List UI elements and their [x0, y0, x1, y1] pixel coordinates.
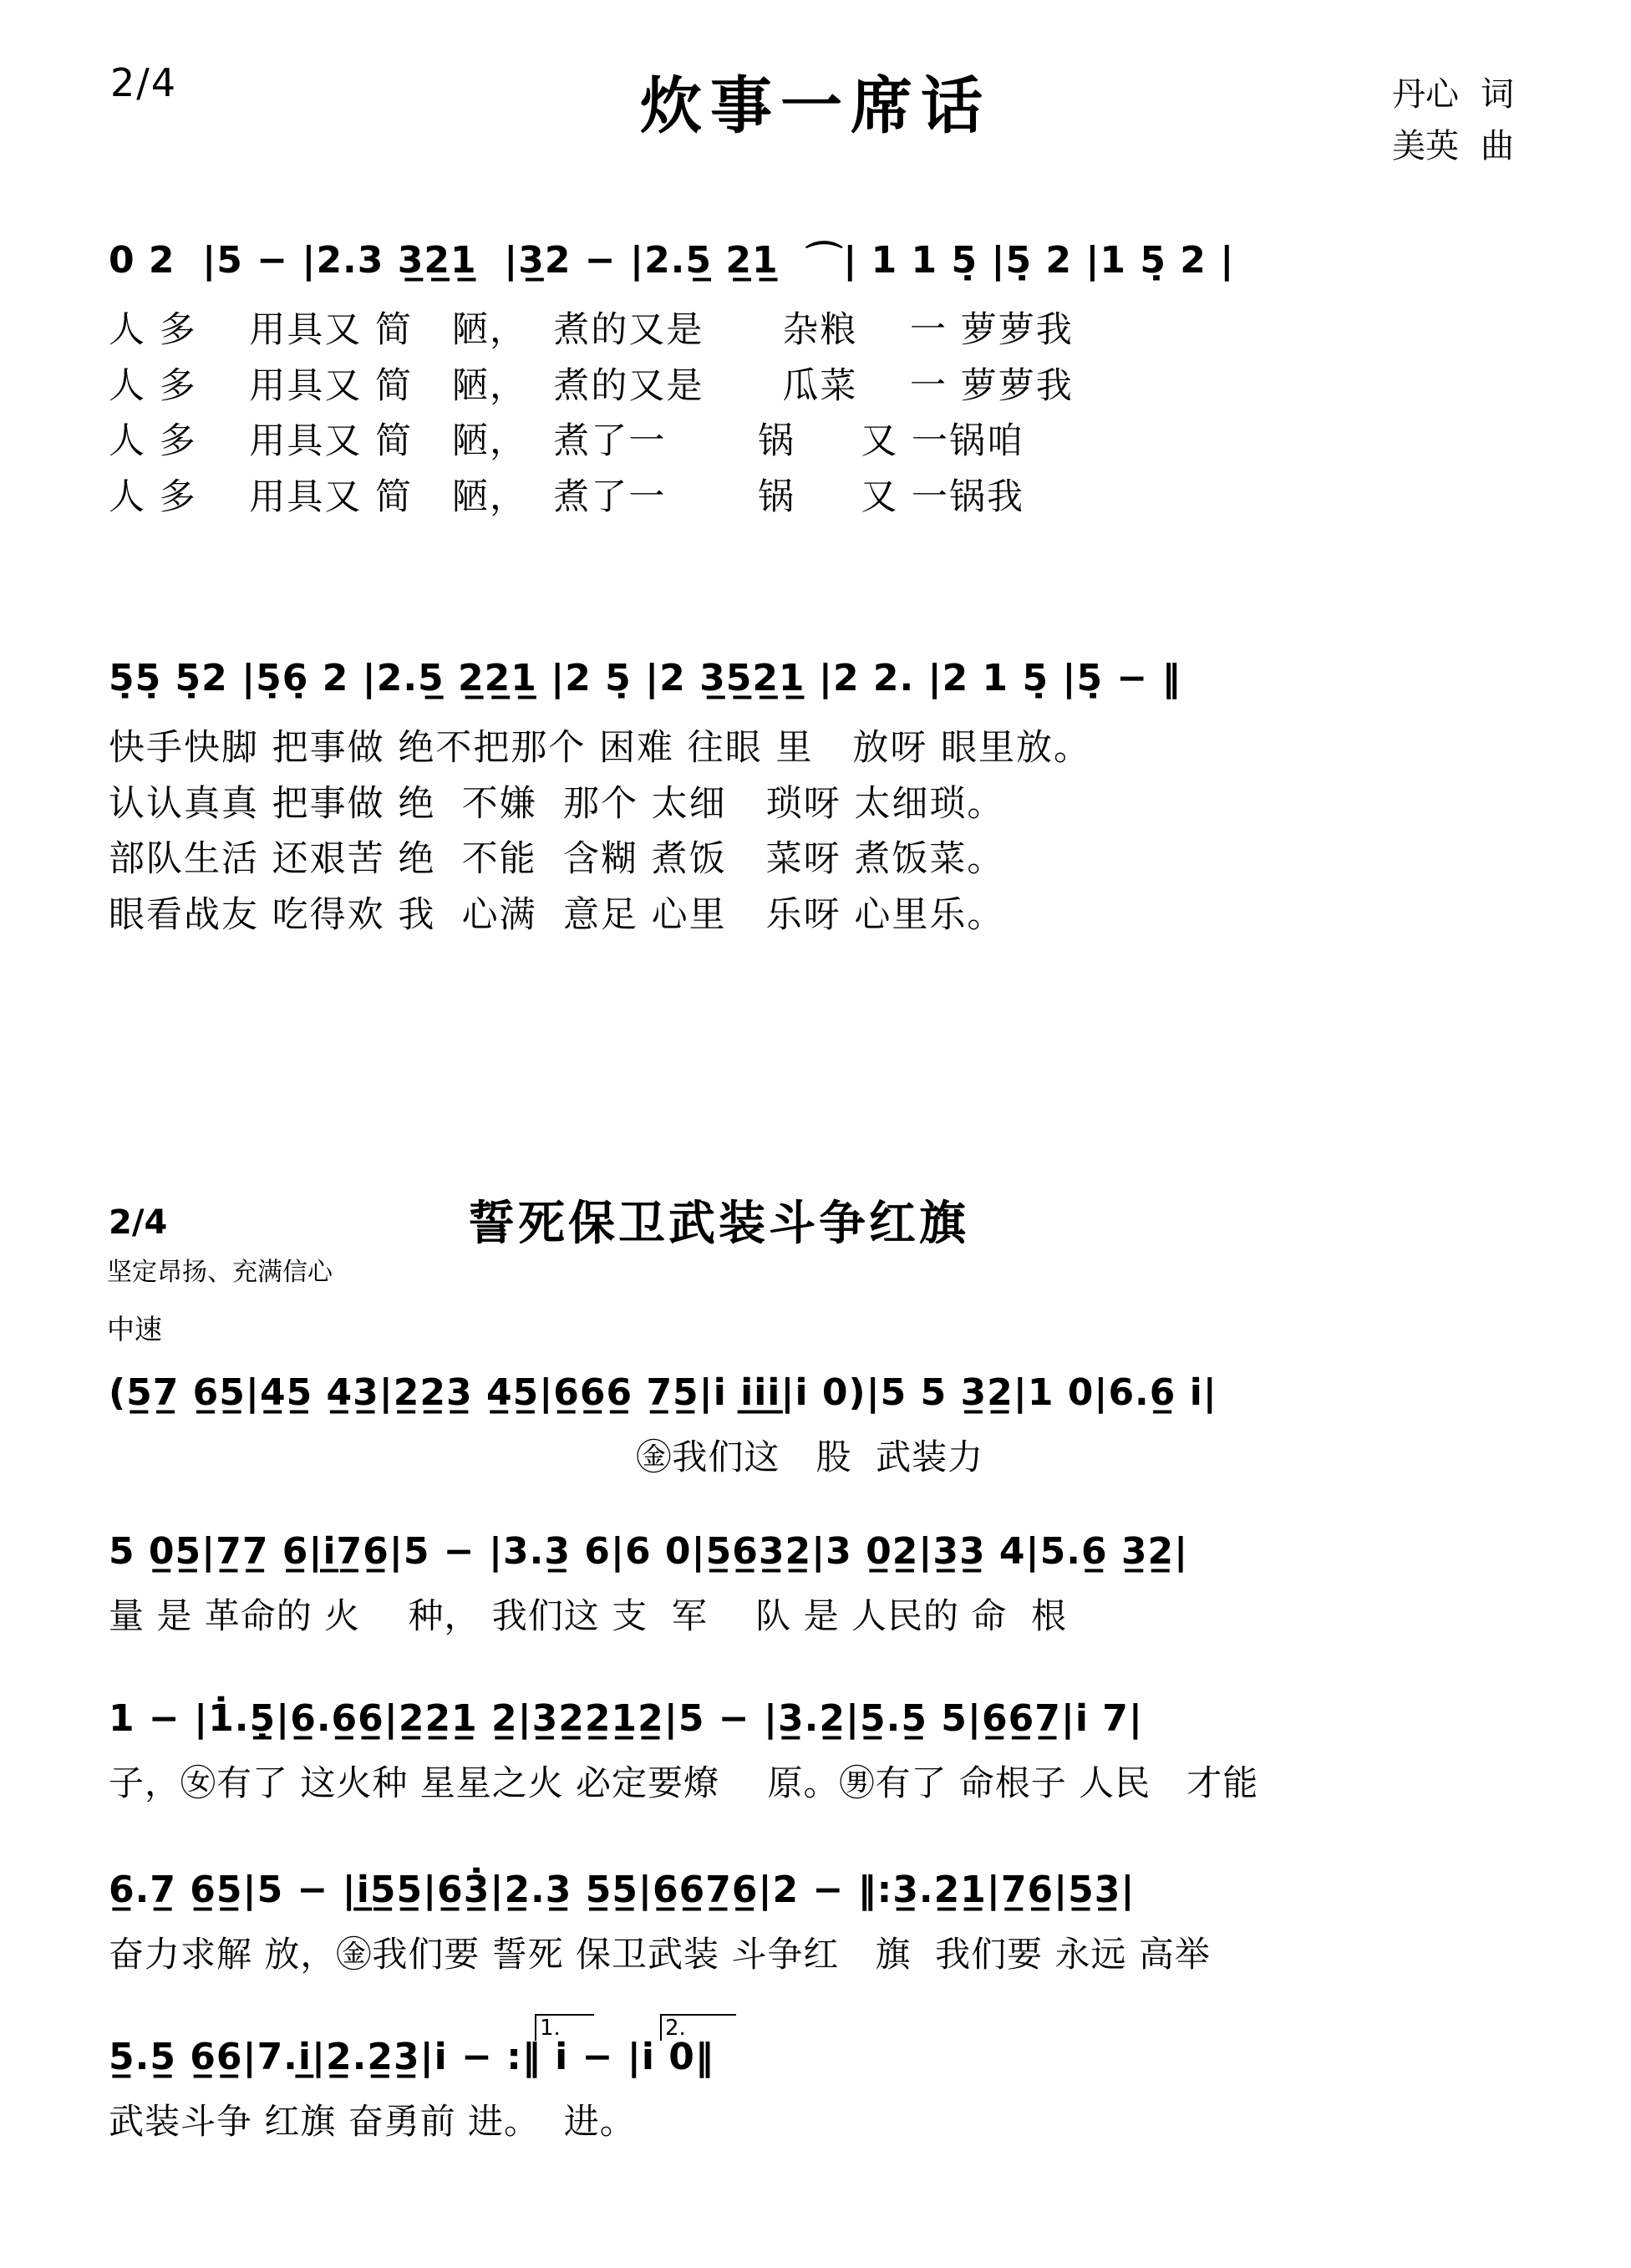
notation-line: 5̲.5̲ 6̲6̲|7.i̲̇|2̲.2̲3̲|i̇ − :‖ i̇ − |i̇ 0‖ [109, 2036, 714, 2078]
notation-line: 6̲.7̲ 6̲5̲|5 − |i̲̇5̲5̲|6̲3̲̇|2̲.3̲ 5̲5̲|6̲6̲7̲6̲|2 − ‖:3̲.2̲1̲|7̲6̲|5̲3̲| [109, 1869, 1136, 1911]
song2-system-1 [0, 1371, 1631, 1484]
song2-meter: 2/4 [109, 1203, 168, 1242]
song1-system-2 [0, 657, 1631, 943]
song2-system-4 [0, 1869, 1631, 1981]
lyric-line: ㊎我们这 股 武装力 [109, 1437, 984, 1477]
credit-lyricist-name: 丹心 [1392, 75, 1459, 113]
lyric-line: 快手快脚 把事做 绝不把那个 困难 往眼 里 放呀 眼里放。 [109, 727, 1092, 769]
song1-system-1 [0, 239, 1631, 526]
song1-meter: 2/4 [110, 60, 178, 105]
lyric-line: 人 多 用具又 简 陋， 煮的又是 杂粮 一 萝萝我 [109, 309, 1074, 351]
notation-line: 1 − |1̇.5̣̲|6̲.6̲6̲|2̲2̲1̲ 2̲|3̲2̲2̲1̲2̲|5 − |3̲.2̲|5̲.5̲ 5|6̲6̲7̲|i̇ 7| [109, 1697, 1143, 1740]
notation-line: 5̣5̣ 5̣2 |5̣6̣ 2 |2.5̲ 2̲2̲1̲ |2 5̣ |2 3̲5̲2̲1̲ |2 2. |2 1 5̣ |5̣ − ‖ [109, 657, 1181, 699]
notation-line: (5̲7̲ 6̲5̲|4̲5̲ 4̲3̲|2̲2̲3̲ 4̲5̲|6̲6̲6̲ 7̲5̲|i̇ i̲̇i̲̇i̲̇|i̇ 0)|5 5 3̲2̲|1 0|6.6̲ i̇| [109, 1371, 1217, 1414]
lyric-line: 部队生活 还艰苦 绝 不能 含糊 煮饭 菜呀 煮饭菜。 [109, 838, 1005, 881]
lyric-line: 人 多 用具又 简 陋， 煮了一 锅 又 一锅咱 [109, 420, 1025, 463]
credit-lyricist-role: 词 [1481, 75, 1514, 113]
notation-line: 0 2 |5 − |2.3 3̲2̲1̲ |3̲2 − |2.5̲ 2̲1̲ ⌒| 1 1 5̣ |5̣ 2 |1 5̣ 2 | [109, 239, 1235, 282]
notation-line: 5 0̲5̲|7̲7̲ 6̲|i̲̇7̲6̲|5 − |3.3̲ 6|6 0|5̲6̲3̲2̲|3 0̲2̲|3̲3̲ 4|5.6̲ 3̲2̲| [109, 1530, 1189, 1573]
volta-1-bracket: 1. [535, 2014, 594, 2041]
lyric-line: 武装斗争 红旗 奋勇前 进。 进。 [109, 2101, 636, 2142]
credit-composer [1392, 120, 1514, 172]
song2-title: 誓死保卫武装斗争红旗 [468, 1196, 969, 1251]
credit-composer-role: 曲 [1481, 127, 1514, 165]
song2-system-3 [0, 1697, 1631, 1810]
lyric-line: 认认真真 把事做 绝 不嫌 那个 太细 琐呀 太细琐。 [109, 782, 1005, 825]
song2-tempo-mark: 中速 [107, 1313, 162, 1345]
song2-expression-mark: 坚定昂扬、充满信心 [107, 1258, 333, 1287]
lyric-line: 奋力求解 放，㊎我们要 誓死 保卫武装 斗争红 旗 我们要 永远 高举 [109, 1934, 1211, 1975]
lyric-line: 子，㊛有了 这火种 星星之火 必定要燎 原。㊚有了 命根子 人民 才能 [109, 1762, 1259, 1803]
song2-system-2 [0, 1530, 1631, 1643]
song1-credits [1392, 69, 1514, 172]
volta-2-bracket: 2. [660, 2014, 736, 2041]
lyric-line: 眼看战友 吃得欢 我 心满 意足 心里 乐呀 心里乐。 [109, 893, 1005, 936]
song1-title: 炊事一席话 [640, 70, 991, 142]
credit-lyricist [1392, 69, 1514, 120]
song2-system-5 [0, 2016, 1631, 2148]
lyric-line: 人 多 用具又 简 陋， 煮了一 锅 又 一锅我 [109, 475, 1025, 518]
lyric-line: 人 多 用具又 简 陋， 煮的又是 瓜菜 一 萝萝我 [109, 364, 1074, 407]
credit-composer-name: 美英 [1392, 127, 1459, 165]
lyric-line: 量 是 革命的 火 种， 我们这 支 军 队 是 人民的 命 根 [109, 1595, 1068, 1636]
